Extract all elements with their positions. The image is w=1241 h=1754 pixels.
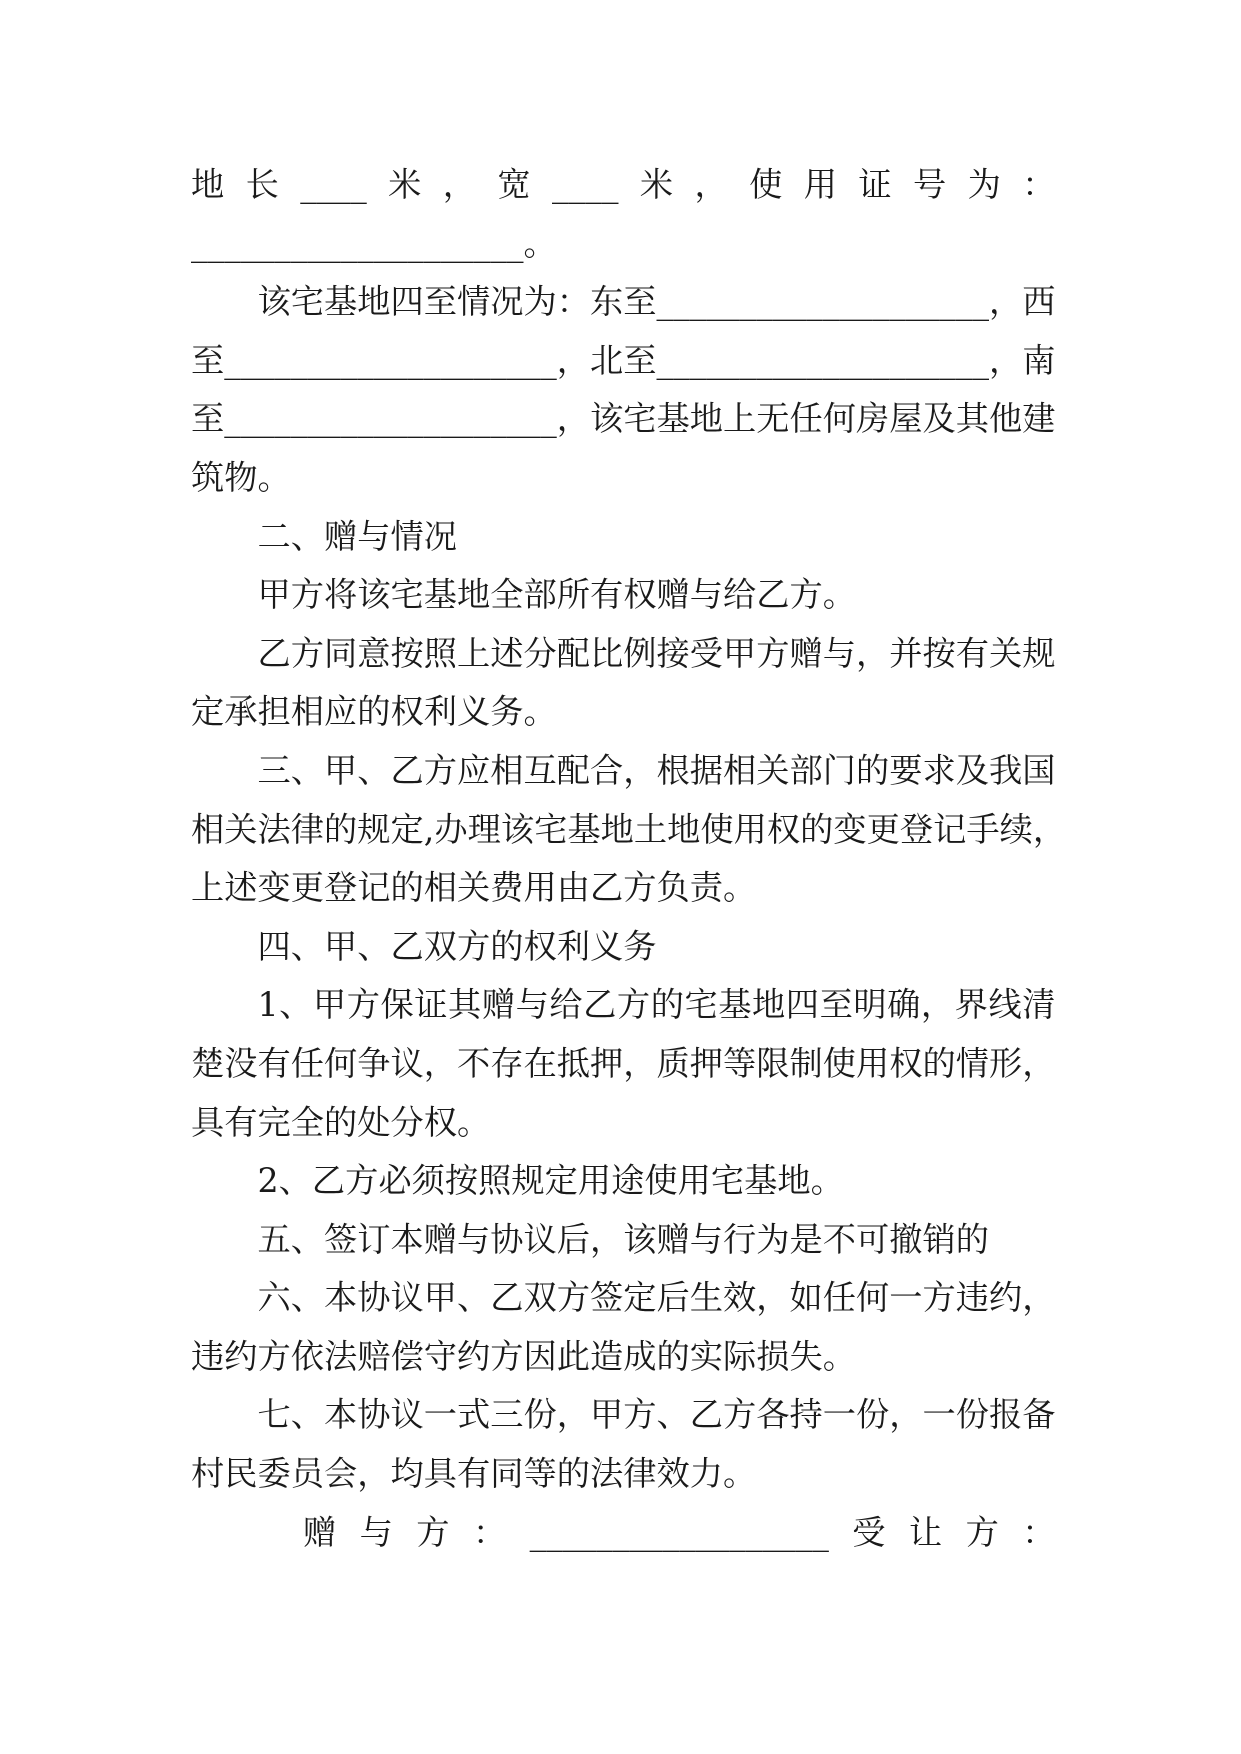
- agreement-body: [191, 156, 1067, 1562]
- irrevocable-clause-line: 五、签订本赠与协议后，该赠与行为是不可撤销的: [257, 1219, 990, 1259]
- rights-item-1-line-end: 具有完全的处分权。: [191, 1102, 491, 1142]
- acceptance-clause-line: 乙方同意按照上述分配比例接受甲方赠与，并按有关规: [257, 633, 1056, 673]
- boundaries-line-west-north: 至____________________，北至____________________，南: [191, 340, 1056, 380]
- registration-clause-line: 三、甲、乙方应相互配合，根据相关部门的要求及我国: [257, 750, 1056, 790]
- certificate-number-blank-line: ____________________。: [191, 223, 557, 263]
- section-heading-rights: 四、甲、乙双方的权利义务: [257, 926, 657, 966]
- rights-item-1-line: 1、甲方保证其赠与给乙方的宅基地四至明确，界线清: [257, 985, 1056, 1025]
- boundaries-line-end: 筑物。: [191, 457, 291, 497]
- acceptance-clause-line-end: 定承担相应的权利义务。: [191, 692, 557, 732]
- effect-clause-line: 六、本协议甲、乙双方签定后生效，如任何一方违约，: [257, 1278, 1056, 1318]
- boundaries-line-east: 该宅基地四至情况为：东至____________________，西: [257, 282, 1056, 322]
- effect-clause-line-end: 违约方依法赔偿守约方因此造成的实际损失。: [191, 1336, 857, 1376]
- section-heading-gift: 二、赠与情况: [257, 516, 458, 556]
- signature-line: 赠与方：__________________受让方：: [303, 1512, 1056, 1552]
- rights-item-2-line: 2、乙方必须按照规定用途使用宅基地。: [257, 1161, 844, 1201]
- rights-item-1-line-2: 楚没有任何争议，不存在抵押，质押等限制使用权的情形，: [191, 1043, 1056, 1083]
- registration-clause-line-end: 上述变更登记的相关费用由乙方负责。: [191, 868, 757, 908]
- dimensions-line: 地长____米，宽____米，使用证号为：: [191, 165, 1056, 204]
- copies-clause-line-end: 村民委员会，均具有同等的法律效力。: [191, 1454, 757, 1494]
- registration-clause-line-2: 相关法律的规定,办理该宅基地土地使用权的变更登记手续，: [191, 809, 1067, 849]
- gift-clause-line: 甲方将该宅基地全部所有权赠与给乙方。: [257, 575, 857, 615]
- boundaries-line-south: 至____________________，该宅基地上无任何房屋及其他建: [191, 399, 1056, 439]
- copies-clause-line: 七、本协议一式三份，甲方、乙方各持一份，一份报备: [257, 1395, 1056, 1435]
